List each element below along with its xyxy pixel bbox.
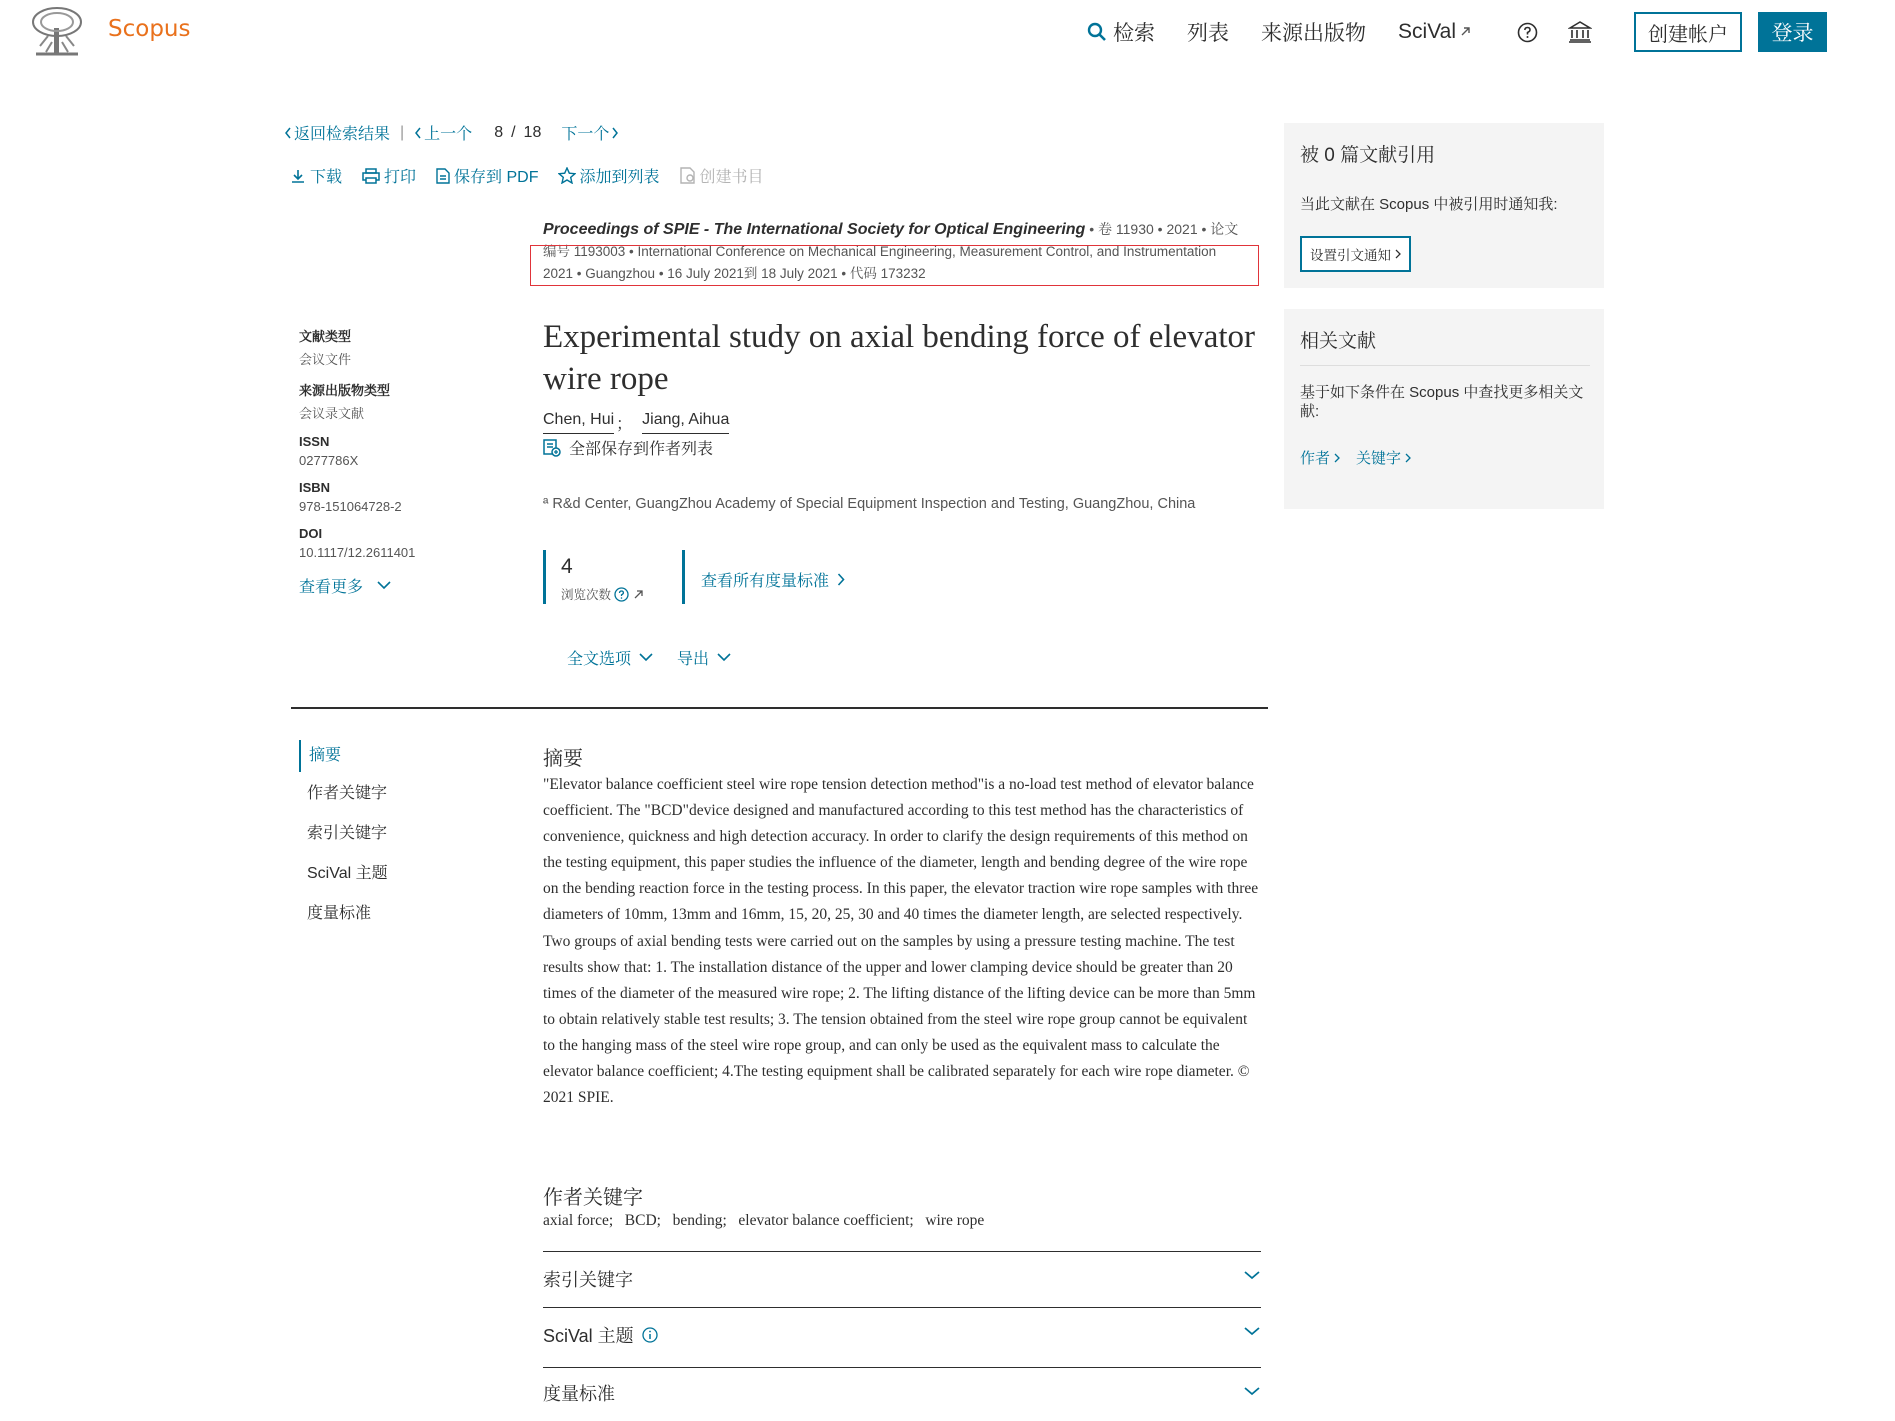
author-list-icon	[543, 439, 561, 457]
accordion-scival-topics[interactable]	[543, 1307, 1261, 1363]
star-icon	[558, 167, 576, 184]
toc-author-keywords[interactable]: 作者关键字	[307, 785, 388, 802]
panel-divider	[1300, 365, 1590, 366]
related-documents-text: 基于如下条件在 Scopus 中查找更多相关文献:	[1300, 384, 1584, 420]
print-icon	[362, 168, 380, 184]
chevron-down-icon	[377, 581, 391, 590]
source-line-1-rest: • 卷 11930 • 2021 • 论文	[1085, 221, 1239, 237]
accordion-label-row	[543, 1322, 658, 1348]
back-to-results-link[interactable]: 返回检索结果	[294, 126, 391, 143]
scopus-brand[interactable]: Scopus	[108, 16, 191, 42]
chevron-left-icon	[284, 127, 292, 139]
accordion-label: 索引关键字	[543, 1270, 633, 1290]
save-pdf-button[interactable]: 保存到 PDF	[454, 169, 539, 186]
create-account-button[interactable]: 创建帐户	[1634, 12, 1742, 52]
previous-link[interactable]: 上一个	[424, 126, 473, 143]
related-links	[1300, 447, 1411, 468]
cited-by-text: 当此文献在 Scopus 中被引用时通知我:	[1300, 196, 1558, 213]
chevron-down-icon	[1243, 1384, 1261, 1398]
related-by-keywords-link[interactable]	[1356, 447, 1411, 468]
elsevier-tree-logo-icon[interactable]	[28, 6, 86, 58]
related-by-authors-link[interactable]	[1300, 447, 1340, 468]
views-count: 4	[561, 555, 573, 578]
total-count: 18	[523, 123, 542, 141]
nav-lists[interactable]: 列表	[1187, 22, 1230, 45]
save-all-authors-label: 全部保存到作者列表	[569, 441, 714, 458]
toc-scival-topics[interactable]: SciVal 主题	[307, 865, 388, 882]
chevron-left-icon	[414, 127, 422, 139]
nav-sources[interactable]: 来源出版物	[1261, 22, 1367, 45]
source-type-value: 会议录文献	[299, 406, 365, 421]
nav-scival-label: SciVal	[1398, 20, 1456, 43]
highlight-box	[530, 245, 1259, 286]
top-nav	[1087, 12, 1827, 52]
affiliation: ª R&d Center, GuangZhou Academy of Special Equipment Inspection and Testing, GuangZhou, China	[543, 496, 1196, 512]
download-icon	[290, 168, 306, 184]
bibliography-icon	[680, 167, 696, 184]
issn-value: 0277786X	[299, 453, 359, 468]
chevron-down-icon	[639, 653, 653, 662]
nav-search[interactable]	[1087, 17, 1155, 47]
view-all-metrics[interactable]	[701, 568, 845, 591]
institution-icon[interactable]	[1568, 21, 1592, 43]
external-link-icon[interactable]	[633, 589, 644, 600]
related-by-authors-label: 作者	[1300, 450, 1331, 467]
view-all-metrics-label: 查看所有度量标准	[701, 573, 830, 590]
chevron-down-icon	[1243, 1324, 1261, 1338]
chevron-down-icon	[717, 653, 731, 662]
accordion-index-keywords[interactable]	[543, 1251, 1261, 1307]
author-link[interactable]: Chen, Hui	[543, 411, 614, 434]
pdf-icon	[436, 168, 450, 184]
accordion-metrics[interactable]	[543, 1367, 1261, 1421]
nav-scival[interactable]	[1398, 20, 1471, 44]
help-icon[interactable]	[1517, 22, 1538, 43]
action-toolbar	[290, 164, 764, 187]
cited-by-panel	[1284, 123, 1604, 288]
chevron-right-icon	[1405, 453, 1411, 463]
print-button[interactable]: 打印	[384, 169, 417, 186]
author-link[interactable]: Jiang, Aihua	[642, 411, 729, 434]
download-button[interactable]: 下载	[310, 169, 343, 186]
set-citation-alert-label: 设置引文通知	[1310, 248, 1391, 263]
source-title-link[interactable]: Proceedings of SPIE - The International Society for Optical Engineering	[543, 221, 1086, 238]
toc-metrics[interactable]: 度量标准	[307, 905, 372, 922]
document-options	[567, 646, 731, 669]
nav-search-label: 检索	[1113, 22, 1156, 45]
next-link[interactable]: 下一个	[561, 126, 610, 143]
set-citation-alert-button[interactable]	[1300, 236, 1411, 272]
related-documents-panel	[1284, 309, 1604, 509]
info-icon[interactable]	[642, 1327, 658, 1343]
export-button[interactable]: 导出	[677, 651, 710, 668]
abstract-heading: 摘要	[543, 748, 583, 770]
chevron-right-icon	[1395, 249, 1401, 259]
doc-type-value: 会议文件	[299, 352, 352, 367]
position-slash: /	[511, 123, 516, 141]
chevron-down-icon	[1243, 1268, 1261, 1282]
result-navigation	[284, 121, 619, 144]
isbn-value: 978-151064728-2	[299, 499, 402, 514]
isbn-label: ISBN	[299, 480, 331, 495]
source-type-label: 来源出版物类型	[299, 383, 391, 398]
accordion-label: SciVal 主题	[543, 1326, 634, 1346]
section-divider	[291, 707, 1268, 709]
doi-label: DOI	[299, 526, 323, 541]
header	[0, 0, 1895, 66]
views-label	[561, 585, 644, 603]
author-list	[543, 411, 729, 434]
toc-abstract[interactable]: 摘要	[299, 740, 388, 772]
external-link-icon	[1459, 26, 1471, 38]
see-more[interactable]	[299, 574, 499, 597]
toc-index-keywords[interactable]: 索引关键字	[307, 825, 388, 842]
save-all-authors[interactable]	[543, 436, 713, 459]
document-metadata	[299, 326, 499, 597]
related-documents-title: 相关文献	[1300, 331, 1377, 352]
abstract-text: "Elevator balance coefficient steel wire rope tension detection method"is a no-load test method of elevator balance coefficient. The "BCD"device designed and manufactured according to this test method has the characteristics of convenience, quickness and high detection accuracy. In order to clarify the design requirements of this method on the testing equipment, this paper studies the influence of the diameter, length and bending degree of the wire rope on the bending reaction force in the testing process. In this paper, the elevator traction wire rope samples with three diameters of 10mm, 13mm and 16mm, 15, 20, 25, 30 and 40 times the diameter length, are selected respectively. Two groups of axial bending tests were carried out on the samples by using a pressure testing machine. The test results show that: 1. The installation distance of the upper and lower clamping device should be greater than 20 times of the diameter of the measured wire rope; 2. The lifting distance of the lifting device can be more than 5mm to obtain relatively stable test results; 3. The tension obtained from the steel wire rope group cannot be equivalent to the hanging mass of the steel wire rope group, and can only be used as the equivalent mass to calculate the elevator balance coefficient; 4.The testing equipment shall be calibrated separately for each wire rope diameter. © 2021 SPIE.	[543, 776, 1259, 1107]
author-keywords-heading: 作者关键字	[543, 1187, 643, 1209]
article-title: Experimental study on axial bending force of elevator wire rope	[543, 319, 1255, 397]
doi-value: 10.1117/12.2611401	[299, 545, 416, 560]
issn-label: ISSN	[299, 434, 330, 449]
all-metrics-box	[682, 550, 685, 604]
cited-by-title: 被 0 篇文献引用	[1300, 145, 1436, 166]
author-separator: ；	[616, 416, 633, 433]
current-position: 8	[494, 123, 504, 141]
search-icon	[1087, 22, 1107, 42]
author-keywords-list: axial force; BCD; bending; elevator balance coefficient; wire rope	[543, 1212, 985, 1229]
doc-type-label: 文献类型	[299, 329, 352, 344]
views-label-text: 浏览次数	[561, 588, 612, 602]
chevron-right-icon	[611, 127, 619, 139]
source-line-2: 编号 1193003 • International Conference on Mechanical Engineering, Measurement Control, and Instrumentation	[543, 244, 1217, 259]
login-button[interactable]: 登录	[1758, 12, 1827, 52]
source-line-1	[543, 218, 1259, 241]
section-toc	[299, 740, 388, 940]
add-to-list-button[interactable]: 添加到列表	[579, 169, 660, 186]
help-icon[interactable]	[614, 587, 629, 602]
source-line-3: 2021 • Guangzhou • 16 July 2021到 18 July 2021 • 代码 173232	[543, 266, 926, 281]
create-bibliography-button[interactable]: 创建书目	[699, 169, 764, 186]
separator: |	[400, 123, 405, 141]
related-by-keywords-label: 关键字	[1356, 450, 1402, 467]
accordion-label: 度量标准	[543, 1384, 615, 1404]
full-text-options[interactable]: 全文选项	[567, 651, 632, 668]
see-more-label: 查看更多	[299, 579, 364, 596]
chevron-right-icon	[837, 573, 845, 586]
